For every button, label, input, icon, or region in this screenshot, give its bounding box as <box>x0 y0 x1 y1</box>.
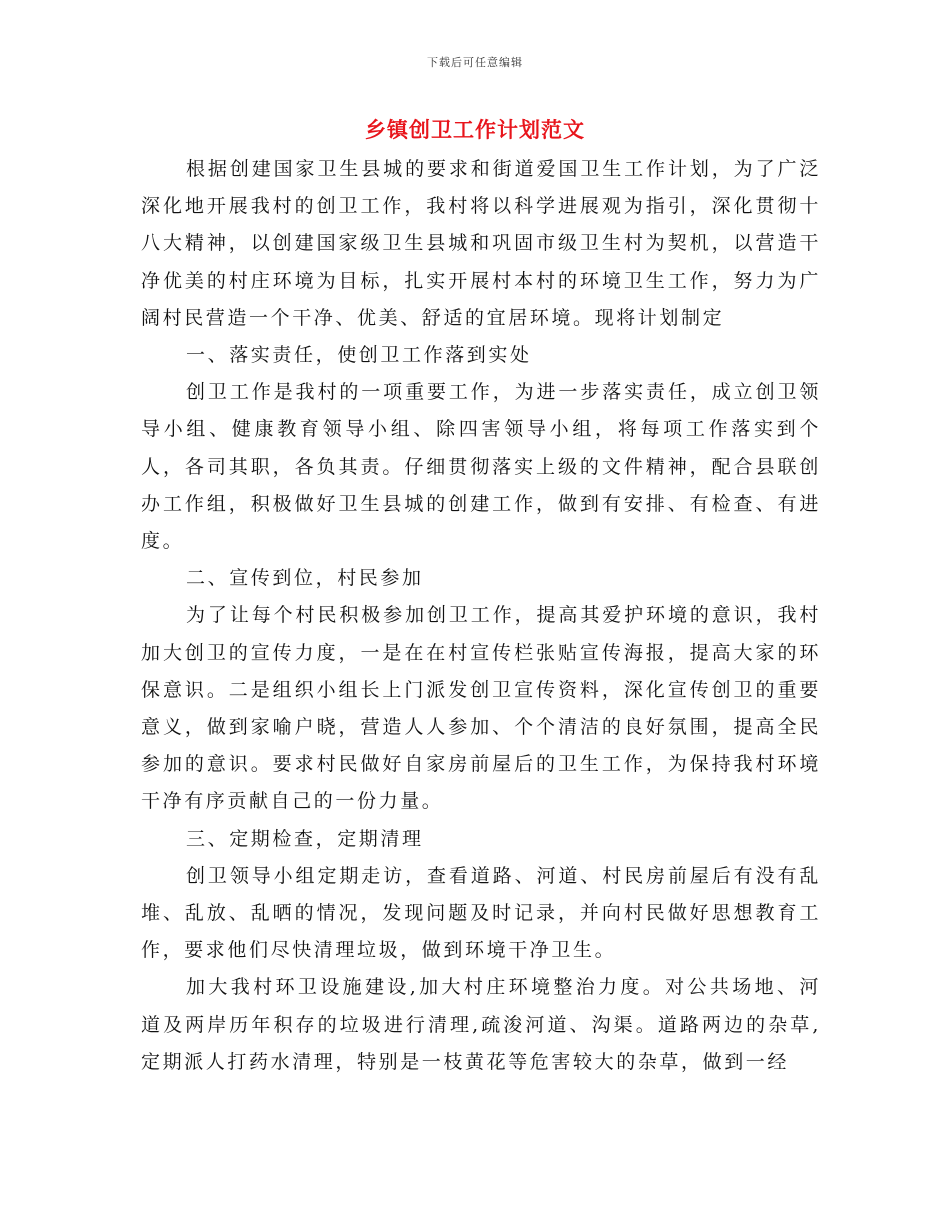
document-title: 乡镇创卫工作计划范文 <box>365 117 585 142</box>
paragraph-responsibility: 创卫工作是我村的一项重要工作，为进一步落实责任，成立创卫领导小组、健康教育领导小组、除四害领导小组，将每项工作落实到个人，各司其职，各负其责。仔细贯彻落实上级的文件精神，配合县联创办工作组，积极做好卫生县城的创建工作，做到有安排、有检查、有进度。 <box>141 381 821 553</box>
section-heading-3: 三、定期检查，定期清理 <box>186 827 424 850</box>
paragraph-facilities: 加大我村环卫设施建设,加大村庄环境整治力度。对公共场地、河道及两岸历年积存的垃圾进行清理,疏浚河道、沟渠。道路两边的杂草,定期派人打药水清理，特别是一枝黄花等危害较大的杂草，做到一经 <box>141 976 821 1073</box>
section-heading-1: 一、落实责任，使创卫工作落到实处 <box>186 344 532 367</box>
document-body <box>141 151 821 1081</box>
header-note: 下载后可任意编辑 <box>427 56 523 69</box>
paragraph-intro: 根据创建国家卫生县城的要求和街道爱国卫生工作计划，为了广泛深化地开展我村的创卫工作，我村将以科学进展观为指引，深化贯彻十八大精神，以创建国家级卫生县城和巩固市级卫生村为契机，以营造干净优美的村庄环境为目标，扎实开展村本村的环境卫生工作，努力为广阔村民营造一个干净、优美、舒适的宜居环境。现将计划制定 <box>141 158 821 329</box>
paragraph-publicity: 为了让每个村民积极参加创卫工作，提高其爱护环境的意识，我村加大创卫的宣传力度，一是在在村宣传栏张贴宣传海报，提高大家的环保意识。二是组织小组长上门派发创卫宣传资料，深化宣传创卫的重要意义，做到家喻户晓，营造人人参加、个个清洁的良好氛围，提高全民参加的意识。要求村民做好自家房前屋后的卫生工作，为保持我村环境干净有序贡献自己的一份力量。 <box>141 604 821 813</box>
paragraph-inspection: 创卫领导小组定期走访，查看道路、河道、村民房前屋后有没有乱堆、乱放、乱晒的情况，发现问题及时记录，并向村民做好思想教育工作，要求他们尽快清理垃圾，做到环境干净卫生。 <box>141 864 821 962</box>
section-heading-2: 二、宣传到位，村民参加 <box>186 567 424 590</box>
